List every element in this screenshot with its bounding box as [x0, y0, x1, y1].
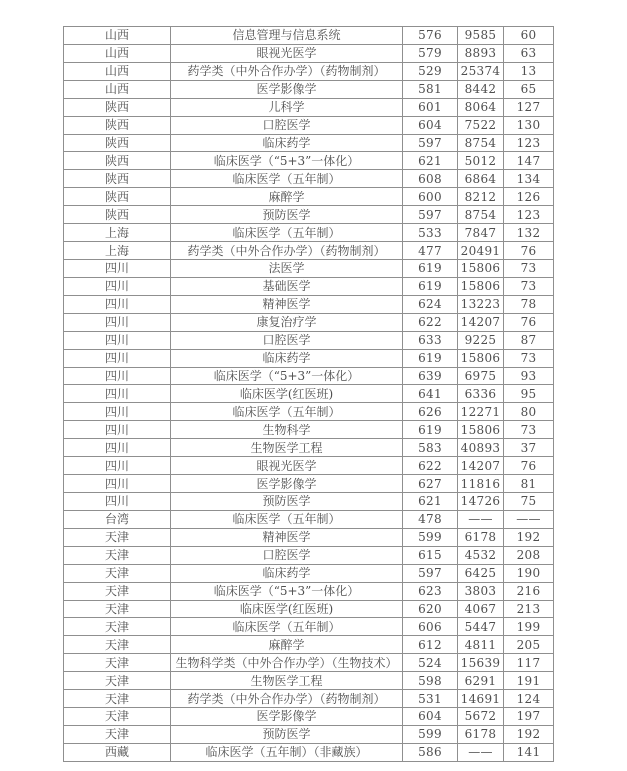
count-cell: 93 — [504, 367, 554, 385]
major-cell: 精神医学 — [171, 528, 403, 546]
province-cell: 陕西 — [64, 116, 171, 134]
count-cell: 213 — [504, 600, 554, 618]
count-cell: 87 — [504, 331, 554, 349]
table-row — [64, 62, 554, 80]
score-cell: 599 — [403, 528, 458, 546]
province-cell: 天津 — [64, 672, 171, 690]
major-cell: 康复治疗学 — [171, 313, 403, 331]
table-row — [64, 188, 554, 206]
admission-scores-table — [63, 26, 554, 762]
table-row — [64, 457, 554, 475]
score-cell: 624 — [403, 295, 458, 313]
province-cell: 四川 — [64, 403, 171, 421]
rank-cell: 15639 — [458, 654, 504, 672]
score-cell: 621 — [403, 152, 458, 170]
score-cell: 626 — [403, 403, 458, 421]
rank-cell: 6864 — [458, 170, 504, 188]
table-row — [64, 44, 554, 62]
major-cell: 口腔医学 — [171, 116, 403, 134]
score-cell: 633 — [403, 331, 458, 349]
table-row — [64, 654, 554, 672]
table-row — [64, 690, 554, 708]
rank-cell: 6291 — [458, 672, 504, 690]
major-cell: 药学类（中外合作办学）（药物制剂） — [171, 690, 403, 708]
table-row — [64, 421, 554, 439]
count-cell: 199 — [504, 618, 554, 636]
province-cell: 四川 — [64, 457, 171, 475]
score-cell: 620 — [403, 600, 458, 618]
count-cell: 65 — [504, 80, 554, 98]
rank-cell: 15806 — [458, 277, 504, 295]
score-cell: 627 — [403, 475, 458, 493]
score-cell: 576 — [403, 27, 458, 45]
count-cell: 73 — [504, 421, 554, 439]
score-cell: 615 — [403, 546, 458, 564]
table-row — [64, 725, 554, 743]
score-cell: 604 — [403, 116, 458, 134]
count-cell: 73 — [504, 259, 554, 277]
major-cell: 预防医学 — [171, 492, 403, 510]
count-cell: 134 — [504, 170, 554, 188]
major-cell: 医学影像学 — [171, 475, 403, 493]
province-cell: 四川 — [64, 421, 171, 439]
rank-cell: 14207 — [458, 457, 504, 475]
score-cell: 608 — [403, 170, 458, 188]
count-cell: 192 — [504, 725, 554, 743]
province-cell: 天津 — [64, 600, 171, 618]
rank-cell: 15806 — [458, 259, 504, 277]
province-cell: 上海 — [64, 242, 171, 260]
count-cell: 216 — [504, 582, 554, 600]
table-row — [64, 546, 554, 564]
table-row — [64, 27, 554, 45]
major-cell: 临床药学 — [171, 564, 403, 582]
rank-cell: 7522 — [458, 116, 504, 134]
province-cell: 陕西 — [64, 98, 171, 116]
major-cell: 法医学 — [171, 259, 403, 277]
count-cell: 130 — [504, 116, 554, 134]
province-cell: 山西 — [64, 80, 171, 98]
province-cell: 西藏 — [64, 743, 171, 761]
table-row — [64, 116, 554, 134]
score-cell: 529 — [403, 62, 458, 80]
count-cell: 127 — [504, 98, 554, 116]
table-row — [64, 331, 554, 349]
major-cell: 医学影像学 — [171, 708, 403, 726]
major-cell: 临床医学（五年制） — [171, 224, 403, 242]
score-cell: 622 — [403, 313, 458, 331]
province-cell: 天津 — [64, 690, 171, 708]
rank-cell: 7847 — [458, 224, 504, 242]
province-cell: 陕西 — [64, 170, 171, 188]
table-row — [64, 80, 554, 98]
rank-cell: 11816 — [458, 475, 504, 493]
rank-cell: 14726 — [458, 492, 504, 510]
score-cell: 579 — [403, 44, 458, 62]
table-body — [64, 27, 554, 762]
major-cell: 临床医学（五年制）（非藏族） — [171, 743, 403, 761]
count-cell: 37 — [504, 439, 554, 457]
score-cell: 612 — [403, 636, 458, 654]
rank-cell: 5447 — [458, 618, 504, 636]
province-cell: 四川 — [64, 277, 171, 295]
major-cell: 药学类（中外合作办学）（药物制剂） — [171, 242, 403, 260]
rank-cell: —— — [458, 743, 504, 761]
count-cell: 190 — [504, 564, 554, 582]
count-cell: 117 — [504, 654, 554, 672]
table-row — [64, 259, 554, 277]
table-row — [64, 349, 554, 367]
table-row — [64, 672, 554, 690]
major-cell: 信息管理与信息系统 — [171, 27, 403, 45]
province-cell: 四川 — [64, 385, 171, 403]
province-cell: 上海 — [64, 224, 171, 242]
count-cell: 124 — [504, 690, 554, 708]
count-cell: 76 — [504, 457, 554, 475]
major-cell: 预防医学 — [171, 206, 403, 224]
rank-cell: 8754 — [458, 134, 504, 152]
count-cell: 81 — [504, 475, 554, 493]
province-cell: 陕西 — [64, 188, 171, 206]
count-cell: 76 — [504, 242, 554, 260]
score-cell: 639 — [403, 367, 458, 385]
count-cell: 191 — [504, 672, 554, 690]
major-cell: 精神医学 — [171, 295, 403, 313]
table-row — [64, 170, 554, 188]
major-cell: 基础医学 — [171, 277, 403, 295]
score-cell: 619 — [403, 277, 458, 295]
count-cell: 141 — [504, 743, 554, 761]
score-cell: 586 — [403, 743, 458, 761]
major-cell: 儿科学 — [171, 98, 403, 116]
table-row — [64, 242, 554, 260]
score-cell: 583 — [403, 439, 458, 457]
major-cell: 临床医学(红医班) — [171, 385, 403, 403]
count-cell: —— — [504, 510, 554, 528]
score-cell: 619 — [403, 421, 458, 439]
count-cell: 13 — [504, 62, 554, 80]
major-cell: 生物医学工程 — [171, 672, 403, 690]
table-row — [64, 277, 554, 295]
province-cell: 陕西 — [64, 152, 171, 170]
score-cell: 598 — [403, 672, 458, 690]
major-cell: 临床医学（五年制） — [171, 510, 403, 528]
count-cell: 208 — [504, 546, 554, 564]
count-cell: 73 — [504, 277, 554, 295]
province-cell: 台湾 — [64, 510, 171, 528]
province-cell: 陕西 — [64, 206, 171, 224]
table-row — [64, 295, 554, 313]
rank-cell: 5012 — [458, 152, 504, 170]
table-row — [64, 134, 554, 152]
count-cell: 80 — [504, 403, 554, 421]
count-cell: 78 — [504, 295, 554, 313]
major-cell: 生物医学工程 — [171, 439, 403, 457]
rank-cell: 5672 — [458, 708, 504, 726]
table-row — [64, 439, 554, 457]
major-cell: 药学类（中外合作办学）（药物制剂） — [171, 62, 403, 80]
score-cell: 623 — [403, 582, 458, 600]
score-cell: 619 — [403, 259, 458, 277]
major-cell: 临床医学（“5+3”一体化） — [171, 367, 403, 385]
score-cell: 606 — [403, 618, 458, 636]
rank-cell: 9225 — [458, 331, 504, 349]
major-cell: 临床医学（五年制） — [171, 170, 403, 188]
table-row — [64, 510, 554, 528]
score-cell: 599 — [403, 725, 458, 743]
province-cell: 四川 — [64, 259, 171, 277]
rank-cell: 8064 — [458, 98, 504, 116]
table-row — [64, 528, 554, 546]
rank-cell: 4811 — [458, 636, 504, 654]
rank-cell: 6336 — [458, 385, 504, 403]
count-cell: 197 — [504, 708, 554, 726]
province-cell: 天津 — [64, 654, 171, 672]
table-row — [64, 98, 554, 116]
province-cell: 天津 — [64, 582, 171, 600]
score-cell: 604 — [403, 708, 458, 726]
table-row — [64, 206, 554, 224]
score-cell: 641 — [403, 385, 458, 403]
major-cell: 医学影像学 — [171, 80, 403, 98]
count-cell: 76 — [504, 313, 554, 331]
province-cell: 四川 — [64, 313, 171, 331]
major-cell: 口腔医学 — [171, 546, 403, 564]
table-row — [64, 582, 554, 600]
score-cell: 531 — [403, 690, 458, 708]
province-cell: 四川 — [64, 492, 171, 510]
table-row — [64, 564, 554, 582]
major-cell: 生物科学 — [171, 421, 403, 439]
province-cell: 天津 — [64, 636, 171, 654]
count-cell: 60 — [504, 27, 554, 45]
score-cell: 621 — [403, 492, 458, 510]
major-cell: 临床医学（五年制） — [171, 403, 403, 421]
major-cell: 眼视光医学 — [171, 44, 403, 62]
score-cell: 597 — [403, 134, 458, 152]
major-cell: 生物科学类（中外合作办学）（生物技术） — [171, 654, 403, 672]
table-row — [64, 618, 554, 636]
rank-cell: 14207 — [458, 313, 504, 331]
score-cell: 597 — [403, 564, 458, 582]
major-cell: 临床医学(红医班) — [171, 600, 403, 618]
major-cell: 临床药学 — [171, 349, 403, 367]
province-cell: 山西 — [64, 62, 171, 80]
score-cell: 477 — [403, 242, 458, 260]
table-row — [64, 743, 554, 761]
rank-cell: 4532 — [458, 546, 504, 564]
province-cell: 四川 — [64, 331, 171, 349]
count-cell: 63 — [504, 44, 554, 62]
province-cell: 四川 — [64, 349, 171, 367]
rank-cell: 20491 — [458, 242, 504, 260]
rank-cell: 8442 — [458, 80, 504, 98]
table-row — [64, 403, 554, 421]
province-cell: 四川 — [64, 439, 171, 457]
province-cell: 天津 — [64, 725, 171, 743]
count-cell: 147 — [504, 152, 554, 170]
table-row — [64, 313, 554, 331]
province-cell: 四川 — [64, 475, 171, 493]
major-cell: 临床医学（“5+3”一体化） — [171, 152, 403, 170]
score-cell: 600 — [403, 188, 458, 206]
count-cell: 95 — [504, 385, 554, 403]
rank-cell: 6178 — [458, 528, 504, 546]
table-row — [64, 636, 554, 654]
province-cell: 陕西 — [64, 134, 171, 152]
rank-cell: 15806 — [458, 349, 504, 367]
count-cell: 126 — [504, 188, 554, 206]
count-cell: 123 — [504, 134, 554, 152]
table-row — [64, 600, 554, 618]
province-cell: 山西 — [64, 27, 171, 45]
rank-cell: 40893 — [458, 439, 504, 457]
major-cell: 麻醉学 — [171, 188, 403, 206]
rank-cell: 8893 — [458, 44, 504, 62]
count-cell: 192 — [504, 528, 554, 546]
rank-cell: 9585 — [458, 27, 504, 45]
province-cell: 天津 — [64, 708, 171, 726]
count-cell: 205 — [504, 636, 554, 654]
rank-cell: 13223 — [458, 295, 504, 313]
table-row — [64, 367, 554, 385]
score-cell: 478 — [403, 510, 458, 528]
major-cell: 临床医学（五年制） — [171, 618, 403, 636]
score-cell: 533 — [403, 224, 458, 242]
major-cell: 预防医学 — [171, 725, 403, 743]
table-row — [64, 152, 554, 170]
rank-cell: 12271 — [458, 403, 504, 421]
score-cell: 622 — [403, 457, 458, 475]
rank-cell: 6425 — [458, 564, 504, 582]
province-cell: 四川 — [64, 367, 171, 385]
table-row — [64, 708, 554, 726]
rank-cell: 4067 — [458, 600, 504, 618]
rank-cell: 15806 — [458, 421, 504, 439]
score-cell: 581 — [403, 80, 458, 98]
major-cell: 临床药学 — [171, 134, 403, 152]
score-cell: 619 — [403, 349, 458, 367]
rank-cell: —— — [458, 510, 504, 528]
major-cell: 眼视光医学 — [171, 457, 403, 475]
major-cell: 麻醉学 — [171, 636, 403, 654]
province-cell: 天津 — [64, 528, 171, 546]
count-cell: 132 — [504, 224, 554, 242]
count-cell: 123 — [504, 206, 554, 224]
province-cell: 天津 — [64, 546, 171, 564]
table-row — [64, 492, 554, 510]
province-cell: 四川 — [64, 295, 171, 313]
table-row — [64, 475, 554, 493]
rank-cell: 25374 — [458, 62, 504, 80]
rank-cell: 14691 — [458, 690, 504, 708]
table-row — [64, 224, 554, 242]
count-cell: 73 — [504, 349, 554, 367]
score-cell: 524 — [403, 654, 458, 672]
rank-cell: 8754 — [458, 206, 504, 224]
rank-cell: 6975 — [458, 367, 504, 385]
major-cell: 临床医学（“5+3”一体化） — [171, 582, 403, 600]
rank-cell: 8212 — [458, 188, 504, 206]
major-cell: 口腔医学 — [171, 331, 403, 349]
province-cell: 山西 — [64, 44, 171, 62]
count-cell: 75 — [504, 492, 554, 510]
province-cell: 天津 — [64, 564, 171, 582]
province-cell: 天津 — [64, 618, 171, 636]
score-cell: 597 — [403, 206, 458, 224]
score-cell: 601 — [403, 98, 458, 116]
rank-cell: 6178 — [458, 725, 504, 743]
rank-cell: 3803 — [458, 582, 504, 600]
table-row — [64, 385, 554, 403]
